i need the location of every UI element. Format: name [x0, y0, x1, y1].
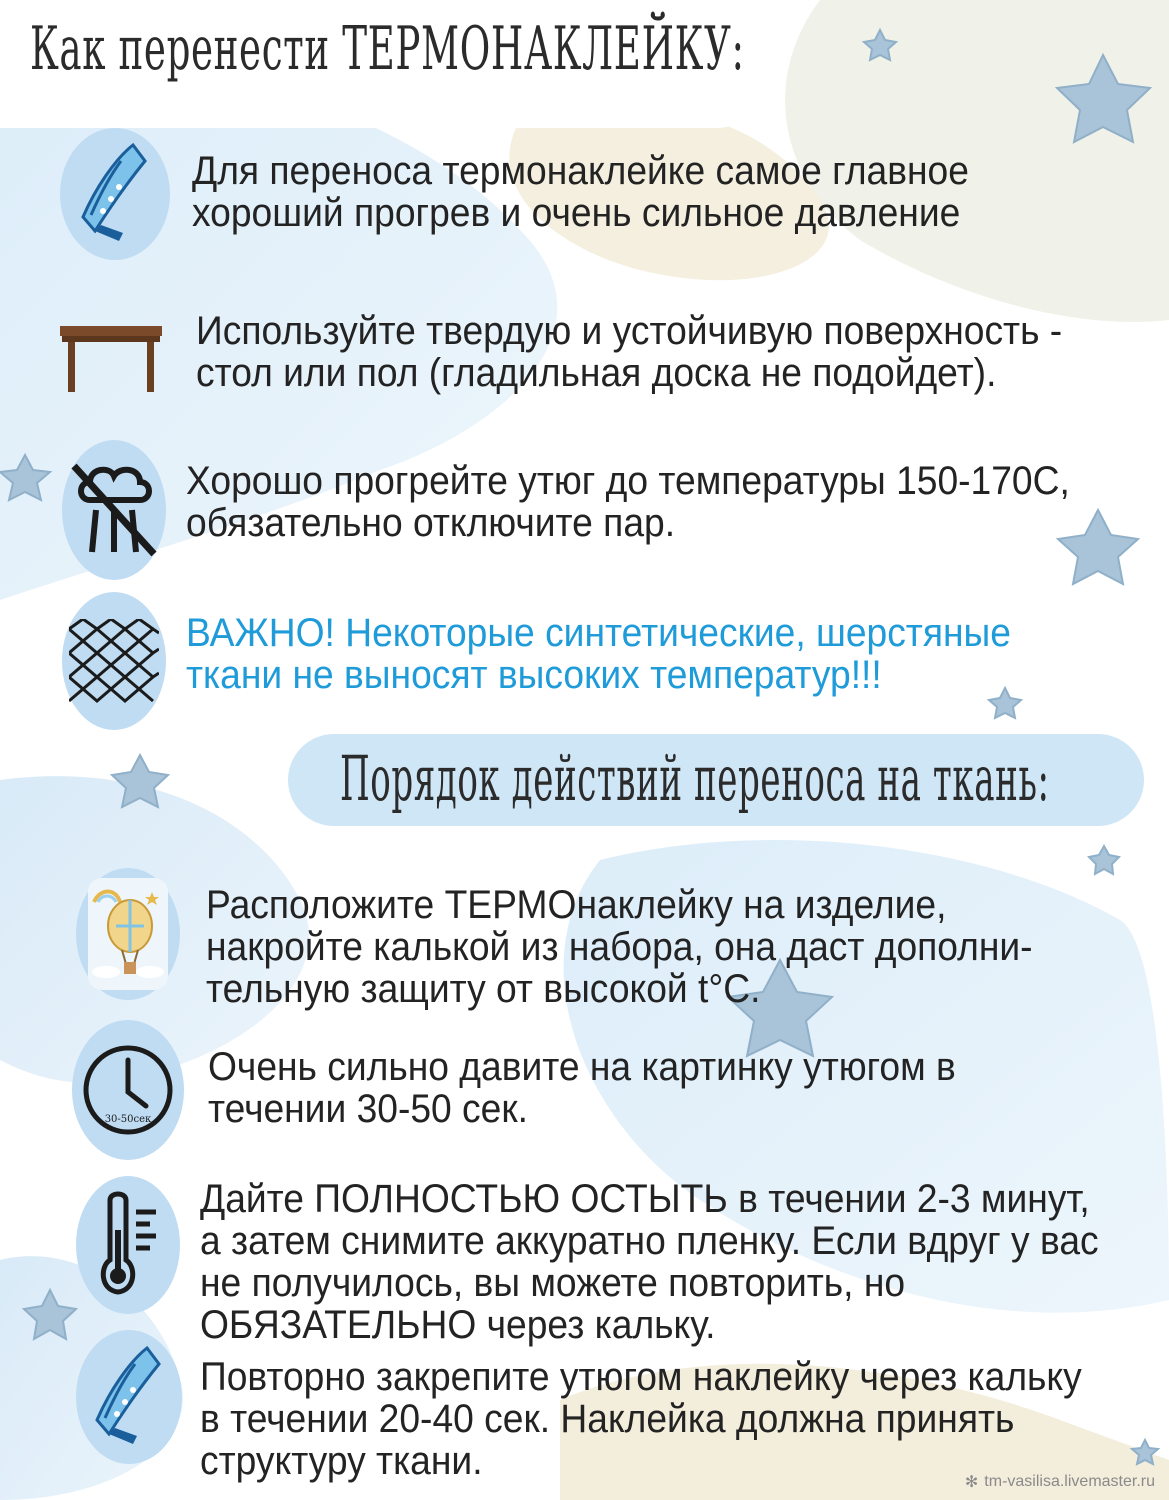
tip-1-text: Для переноса термонаклейке самое главное хороший прогрев и очень сильное давление	[192, 149, 969, 235]
step-3-icon-circle	[76, 1176, 180, 1314]
step-2-text: Очень сильно давите на картинку утюгом в течении 30-50 сек.	[208, 1045, 956, 1131]
tip-2-icon	[58, 322, 164, 399]
tip-2-text: Используйте твердую и устойчивую поверхность - стол или пол (гладильная доска не подойдет).	[196, 309, 1063, 395]
iron-icon	[89, 1342, 169, 1452]
step-2-icon-circle	[72, 1020, 184, 1160]
sticker-preview-icon	[86, 876, 170, 992]
step-1-icon-circle	[76, 868, 180, 1000]
footer-url: tm-vasilisa.livemaster.ru	[984, 1473, 1155, 1490]
step-3-text: Дайте ПОЛНОСТЬЮ ОСТЫТЬ в течении 2-3 минут, а затем снимите аккуратно пленку. Если вдруг у вас не получилось, вы можете повторить, но ОБЯЗАТЕЛЬНО через кальку.	[200, 1177, 1099, 1347]
table-icon	[58, 322, 164, 394]
tip-4-warning-text: ВАЖНО! Некоторые синтетические, шерстяные ткани не выносят высоких температур!!!	[186, 611, 1011, 697]
iron-icon	[75, 139, 155, 249]
page-title: Как перенести ТЕРМОНАКЛЕЙКУ:	[30, 14, 745, 84]
section-subtitle: Порядок действий переноса на ткань:	[340, 742, 1050, 815]
step-4-text: Повторно закрепите утюгом наклейку через кальку в течении 20-40 сек. Наклейка должна принять структуру ткани.	[200, 1355, 1082, 1483]
step-4-icon-circle	[76, 1330, 182, 1464]
thermometer-icon	[88, 1190, 168, 1300]
step-1-text: Расположите ТЕРМОнаклейку на изделие, накройте калькой из набора, она даст дополни- тельную защиту от высокой t°С.	[206, 883, 1033, 1011]
tip-1-icon-circle	[60, 128, 170, 260]
tip-4-icon-circle	[62, 592, 166, 730]
snowflake-icon: ✻	[964, 1474, 979, 1491]
tip-3-text: Хорошо прогрейте утюг до температуры 150-170С, обязательно отключите пар.	[186, 459, 1070, 545]
no-steam-icon	[68, 460, 160, 560]
tip-3-icon-circle	[62, 440, 166, 580]
fabric-mesh-icon	[69, 619, 159, 703]
footer-watermark	[965, 1472, 1155, 1492]
clock-label: 30-50сек	[104, 1114, 152, 1125]
clock-icon	[80, 1042, 176, 1138]
